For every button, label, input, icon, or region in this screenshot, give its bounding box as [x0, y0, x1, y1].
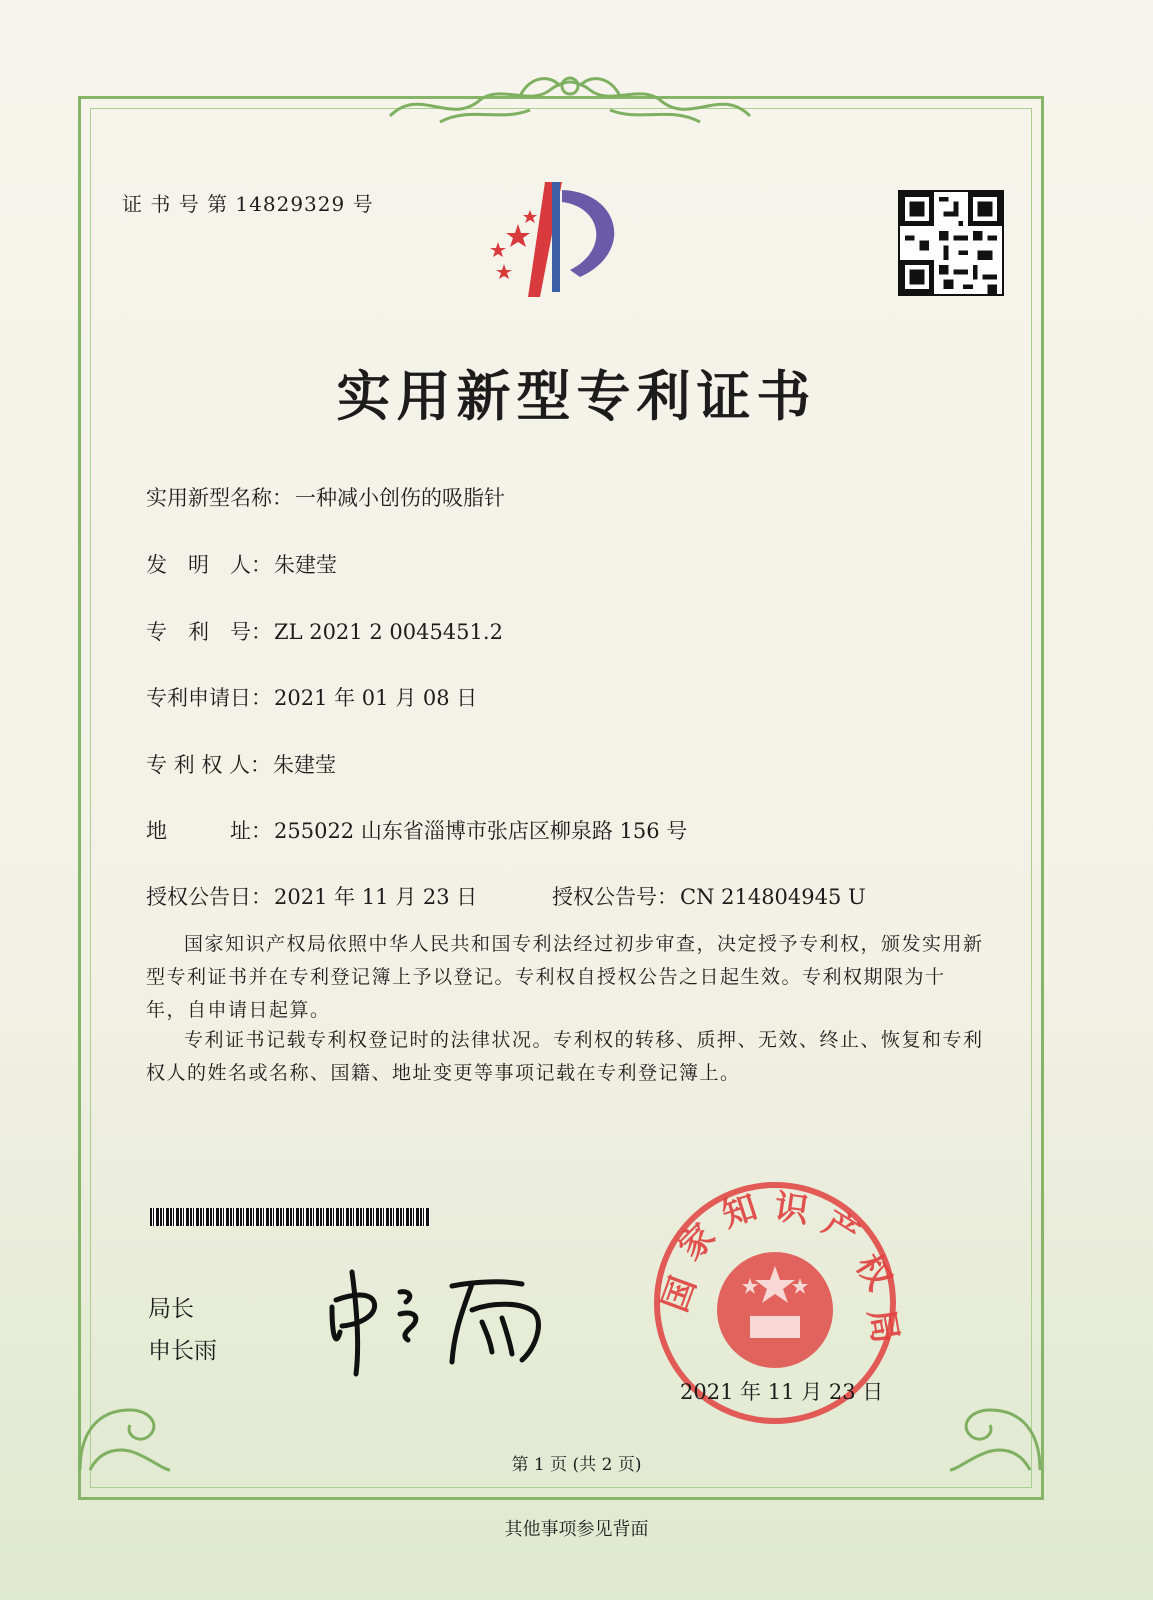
field-label: 发 明 人：: [146, 553, 272, 577]
qr-code-icon: [898, 190, 1004, 296]
field-grant-date: [146, 881, 477, 911]
svg-text:产: 产: [815, 1202, 866, 1255]
signature-icon: [322, 1262, 572, 1382]
svg-text:国: 国: [655, 1271, 705, 1318]
statement-paragraph: 专利证书记载专利权登记时的法律状况。专利权的转移、质押、无效、终止、恢复和专利权人的姓名或名称、国籍、地址变更等事项记载在专利登记簿上。: [146, 1029, 984, 1084]
field-label: 专利申请日：: [146, 686, 272, 710]
svg-text:知: 知: [717, 1187, 762, 1236]
top-ornament-icon: [380, 66, 760, 130]
field-value: 朱建莹: [274, 553, 337, 577]
certificate-title: 实用新型专利证书: [336, 364, 817, 428]
director-title: 局长: [148, 1296, 194, 1322]
field-label: 实用新型名称：: [146, 486, 293, 510]
patent-office-logo-icon: [470, 172, 640, 302]
field-value: 一种减小创伤的吸脂针: [295, 486, 505, 510]
field-patentee: [146, 749, 336, 779]
field-value: CN 214804945 U: [680, 885, 866, 909]
certificate-number: 证 书 号 第 14829329 号: [122, 192, 374, 216]
field-value: 2021 年 01 月 08 日: [274, 686, 478, 710]
seal-date: 2021 年 11 月 23 日: [680, 1380, 884, 1404]
field-grant-number: [552, 881, 866, 911]
barcode-icon: [150, 1208, 430, 1226]
field-inventor: [146, 549, 337, 579]
svg-text:家: 家: [671, 1216, 724, 1269]
field-address: [146, 815, 687, 845]
field-value: 255022 山东省淄博市张店区柳泉路 156 号: [274, 819, 688, 843]
director-name: 申长雨: [148, 1338, 217, 1364]
page-number: 第 1 页 (共 2 页): [511, 1455, 642, 1475]
field-label: 专 利 号：: [146, 620, 272, 644]
svg-text:权: 权: [847, 1247, 900, 1298]
field-patent-number: [146, 616, 503, 646]
field-label: 地 址：: [146, 819, 272, 843]
field-label: 专 利 权 人：: [146, 753, 272, 777]
field-application-date: [146, 682, 477, 712]
field-value: ZL 2021 2 0045451.2: [274, 620, 503, 644]
field-utility-model-name: [146, 482, 505, 512]
field-label: 授权公告日：: [146, 885, 272, 909]
svg-text:识: 识: [771, 1186, 812, 1232]
footer-note: 其他事项参见背面: [504, 1519, 649, 1540]
statement-paragraph: 国家知识产权局依照中华人民共和国专利法经过初步审查，决定授予专利权，颁发实用新型专利证书并在专利登记簿上予以登记。专利权自授权公告之日起生效。专利权期限为十年，自申请日起算。: [146, 933, 984, 1021]
field-value: 2021 年 11 月 23 日: [274, 885, 478, 909]
field-value: 朱建莹: [273, 753, 337, 777]
svg-text:局: 局: [860, 1305, 906, 1347]
field-label: 授权公告号：: [552, 885, 678, 909]
